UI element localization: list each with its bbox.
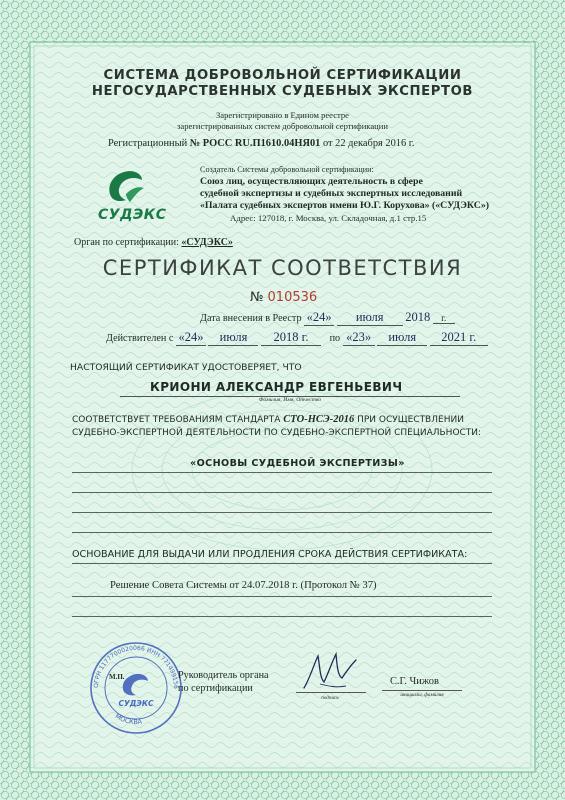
conformity-part2: ПРИ ОСУЩЕСТВЛЕНИИ: [357, 415, 464, 425]
validity-line: [106, 330, 488, 346]
entry-year-suffix: г.: [433, 313, 455, 324]
valid-from-label: Действителен с: [106, 333, 174, 344]
basis-rule-3: [72, 616, 492, 617]
conformity-part1: СООТВЕТСТВУЕТ ТРЕБОВАНИЯМ СТАНДАРТА: [72, 415, 281, 425]
valid-to-month: июля: [377, 330, 427, 346]
registry-note-line1: Зарегистрировано в Едином реестре: [216, 110, 349, 120]
organ-label: Орган по сертификации:: [74, 237, 179, 248]
basis-label: ОСНОВАНИЕ ДЛЯ ВЫДАЧИ ИЛИ ПРОДЛЕНИЯ СРОКА ДЕЙСТВИЯ СЕРТИФИКАТА:: [72, 549, 468, 560]
specialty-rule-1: [72, 472, 492, 473]
signer-caption: инициалы, фамилия: [400, 692, 444, 698]
basis-rule-2: [72, 596, 492, 597]
signature-caption: подпись: [321, 695, 339, 701]
entry-year: 2018: [405, 310, 431, 324]
stamp-bottom-text: [114, 712, 143, 726]
creator-line1: Союз лиц, осуществляющих деятельность в сфере: [200, 176, 423, 187]
number-prefix: №: [250, 290, 264, 305]
basis-rule-1: [72, 563, 492, 564]
signature-underline: [296, 692, 366, 693]
stamp-bottom-path: МОСКВА: [113, 712, 143, 727]
creator-line3: «Палата судебных экспертов имени Ю.Г. Корухова» («СУДЭКС»): [200, 200, 490, 211]
creator-address: Адрес: 127018, г. Москва, ул. Складочная, д.1 стр.15: [230, 213, 427, 223]
valid-to-label: по: [329, 333, 341, 344]
sudex-logo-text: СУДЭКС: [98, 207, 167, 223]
specialty-rule-3: [72, 512, 492, 513]
certificate-number: [250, 290, 317, 305]
holder-name-caption: Фамилия, Имя, Отчество: [258, 397, 322, 403]
valid-to-day: «23»: [343, 330, 375, 346]
standard-code: СТО-НСЭ-2016: [283, 414, 355, 425]
organ-value: «СУДЭКС»: [181, 237, 233, 248]
certifies-text: НАСТОЯЩИЙ СЕРТИФИКАТ УДОСТОВЕРЯЕТ, ЧТО: [70, 362, 302, 373]
creator-label: Создатель Системы добровольной сертификации:: [200, 165, 374, 174]
valid-from-month: июля: [208, 330, 258, 346]
creator-line2: судебной экспертизы и судебных экспертных исследований: [200, 188, 463, 199]
entry-date-label: Дата внесения в Реестр: [200, 313, 302, 324]
number-value: 010536: [267, 290, 318, 305]
handwritten-signature: [300, 648, 360, 694]
reg-number: № РОСС RU.П1610.04НЯ01: [189, 138, 321, 149]
valid-to-year: 2021 г.: [430, 330, 488, 346]
signer-underline: [382, 690, 462, 691]
sudex-logo-icon: [104, 164, 146, 208]
reg-date: от 22 декабря 2016 г.: [322, 138, 415, 149]
entry-date-line: [200, 310, 455, 326]
system-title-line2: НЕГОСУДАРСТВЕННЫХ СУДЕБНЫХ ЭКСПЕРТОВ: [91, 84, 474, 99]
valid-from-day: «24»: [176, 330, 206, 346]
registration-number-line: [108, 138, 414, 149]
specialty-rule-4: [72, 532, 492, 533]
signer-name: С.Г. Чижов: [390, 676, 439, 687]
head-title-line1: Руководитель органа: [178, 670, 269, 681]
specialty-rule-2: [72, 492, 492, 493]
system-title-line1: СИСТЕМА ДОБРОВОЛЬНОЙ СЕРТИФИКАЦИИ: [103, 68, 462, 83]
stamp-inner-text: СУДЭКС: [118, 699, 154, 708]
valid-from-year: 2018 г.: [261, 330, 321, 346]
stamp-outer-path: ОГРН 1177700020066 ИНН 771499156: [92, 644, 180, 689]
holder-name: КРИОНИ АЛЕКСАНДР ЕВГЕНЬЕВИЧ: [150, 380, 403, 394]
conformity-line1: [72, 414, 464, 425]
reg-label: Регистрационный: [108, 138, 188, 149]
certificate-title: СЕРТИФИКАТ СООТВЕТСТВИЯ: [102, 256, 463, 280]
registry-note-line2: зарегистрированных систем добровольной сертификации: [177, 121, 388, 131]
basis-decision: Решение Совета Системы от 24.07.2018 г. (Протокол № 37): [110, 580, 377, 591]
specialty: «ОСНОВЫ СУДЕБНОЙ ЭКСПЕРТИЗЫ»: [190, 458, 405, 469]
certification-organ: [74, 237, 233, 248]
head-title-line2: по сертификации: [178, 683, 253, 694]
official-stamp: [88, 640, 184, 736]
stamp-mark: М.П.: [109, 673, 125, 681]
entry-month: июля: [337, 310, 403, 326]
conformity-line2: СУДЕБНО-ЭКСПЕРТНОЙ ДЕЯТЕЛЬНОСТИ ПО СУДЕБНО-ЭКСПЕРТНОЙ СПЕЦИАЛЬНОСТИ:: [72, 428, 482, 438]
entry-day: «24»: [304, 310, 334, 326]
